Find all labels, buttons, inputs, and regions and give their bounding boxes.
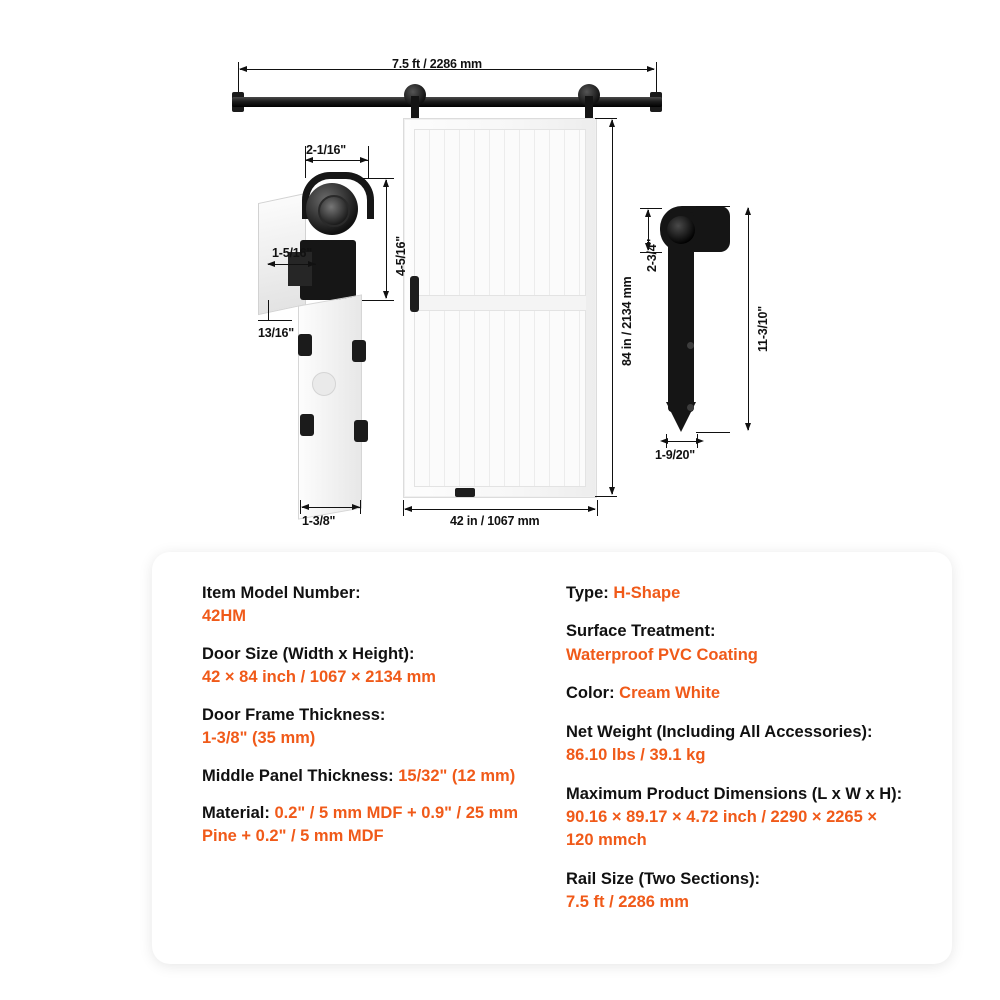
spec-label-middle-panel-thickness: Middle Panel Thickness: [202, 766, 394, 785]
thickness-leader [268, 300, 269, 320]
spec-value-net-weight: 86.10 lbs / 39.1 kg [566, 746, 706, 765]
plate-width-tick-right [368, 146, 369, 178]
dim-door-height: 84 in / 2134 mm [620, 276, 634, 366]
spec-item-net-weight [566, 721, 908, 768]
floor-guide [455, 488, 475, 497]
door-height-ext-bottom [595, 496, 617, 497]
spec-value-material: 0.2" / 5 mm MDF + 0.9" / 25 mm Pine + 0.2" / 5 mm MDF [202, 803, 518, 846]
spec-label-type: Type: [566, 584, 609, 602]
spec-item-type [566, 582, 908, 605]
plate-height-arrow-up [383, 179, 389, 187]
spec-label-model-number: Item Model Number: [202, 584, 361, 602]
spec-item-frame-thickness [202, 704, 544, 751]
door-handle [410, 276, 419, 312]
spec-item-surface-treatment [566, 620, 908, 667]
spec-item-door-size [202, 643, 544, 690]
spec-label-material: Material: [202, 803, 270, 822]
spec-label-surface-treatment: Surface Treatment: [566, 622, 716, 641]
door-mid-rail [414, 295, 586, 311]
dim-rail-length: 7.5 ft / 2286 mm [392, 57, 482, 71]
spec-value-surface-treatment: Waterproof PVC Coating [566, 645, 758, 664]
door-width-tick-right [597, 500, 598, 516]
spec-label-door-size: Door Size (Width x Height): [202, 644, 415, 663]
bolt [352, 340, 366, 362]
bolt [354, 420, 368, 442]
dim-hanger-offset: 1-5/16" [272, 246, 312, 260]
plate-height-line [386, 180, 387, 298]
strap-length-ext-top [696, 206, 730, 207]
strap-head-ext-top [640, 208, 662, 209]
spec-value-middle-panel-thickness: 15/32" (12 mm) [398, 766, 516, 785]
strap-length-ext-bottom [696, 432, 730, 433]
strap-length-arrow-up [745, 207, 751, 215]
spec-label-rail-size: Rail Size (Two Sections): [566, 869, 761, 888]
plate-width-line [306, 160, 368, 161]
strap-width-arrow-left [660, 438, 668, 444]
door-width-line [405, 509, 595, 510]
door-width-arrow-left [404, 506, 412, 512]
strap-hanger-wheel-icon [667, 216, 695, 244]
spec-label-max-dimensions: Maximum Product Dimensions (L x W x H): [566, 784, 903, 803]
spec-value-color: Cream White [619, 684, 721, 703]
strap-head-arrow-up [645, 209, 651, 217]
door-width-arrow-right [588, 506, 596, 512]
spec-label-color: Color: [566, 684, 615, 703]
stile-knob [312, 372, 336, 396]
door-thickness-tick-right [360, 500, 361, 514]
rail-dim-arrow-left [239, 66, 247, 72]
spec-item-rail-size [566, 868, 908, 915]
specifications-right-column [566, 582, 908, 930]
specifications-left-column [202, 582, 544, 930]
dim-strap-width: 1-9/20" [655, 448, 695, 462]
dim-door-thickness: 1-3/8" [302, 514, 336, 528]
specifications-card [152, 552, 952, 964]
rail-dim-arrow-right [647, 66, 655, 72]
spec-value-door-size: 42 × 84 inch / 1067 × 2134 mm [202, 668, 436, 687]
spec-item-max-dimensions [566, 783, 908, 853]
strap-width-line [668, 441, 696, 442]
spec-item-material [202, 802, 544, 849]
hanger-offset-arrow-right [308, 261, 316, 267]
dim-strap-wheel-height: 2-3/4" [645, 238, 659, 272]
strap-length-line [748, 208, 749, 430]
spec-value-frame-thickness: 1-3/8" (35 mm) [202, 729, 316, 748]
hanger-offset-arrow-left [267, 261, 275, 267]
door-thickness-arrow-left [301, 504, 309, 510]
plate-height-ext-bottom [362, 300, 394, 301]
dim-hanger-plate-height: 4-5/16" [394, 236, 408, 276]
dim-door-width: 42 in / 1067 mm [450, 514, 540, 528]
specifications-columns [152, 570, 952, 930]
strap-bolt-hole [687, 342, 694, 349]
bolt [300, 414, 314, 436]
spec-label-frame-thickness: Door Frame Thickness: [202, 705, 386, 724]
spec-value-type: H-Shape [613, 584, 681, 602]
spec-value-max-dimensions: 90.16 × 89.17 × 4.72 inch / 2290 × 2265 × 120 mmch [566, 807, 877, 850]
dim-hanger-thickness: 13/16" [258, 326, 295, 340]
strap-length-arrow-down [745, 423, 751, 431]
plate-width-arrow-left [305, 157, 313, 163]
bolt [298, 334, 312, 356]
spec-label-net-weight: Net Weight (Including All Accessories): [566, 722, 873, 741]
door-height-arrow-down [609, 487, 615, 495]
dim-hanger-plate-width: 2-1/16" [306, 143, 346, 157]
strap-bolt-hole [687, 404, 694, 411]
door-height-line [612, 120, 613, 494]
plate-width-arrow-right [360, 157, 368, 163]
door-slab [403, 118, 597, 498]
door-thickness-arrow-right [352, 504, 360, 510]
dim-strap-length: 11-3/10" [756, 305, 770, 352]
spec-item-middle-panel-thickness [202, 765, 544, 788]
spec-item-model-number [202, 582, 544, 629]
spec-item-color [566, 682, 908, 705]
door-stile-section [298, 294, 362, 519]
plate-height-ext-top [362, 178, 394, 179]
plate-height-arrow-down [383, 291, 389, 299]
thickness-line [258, 320, 292, 321]
spec-value-rail-size: 7.5 ft / 2286 mm [566, 893, 689, 912]
roller-wheel-hub [318, 195, 350, 227]
spec-value-model-number: 42HM [202, 607, 247, 626]
strap-width-arrow-right [696, 438, 704, 444]
door-height-arrow-up [609, 119, 615, 127]
